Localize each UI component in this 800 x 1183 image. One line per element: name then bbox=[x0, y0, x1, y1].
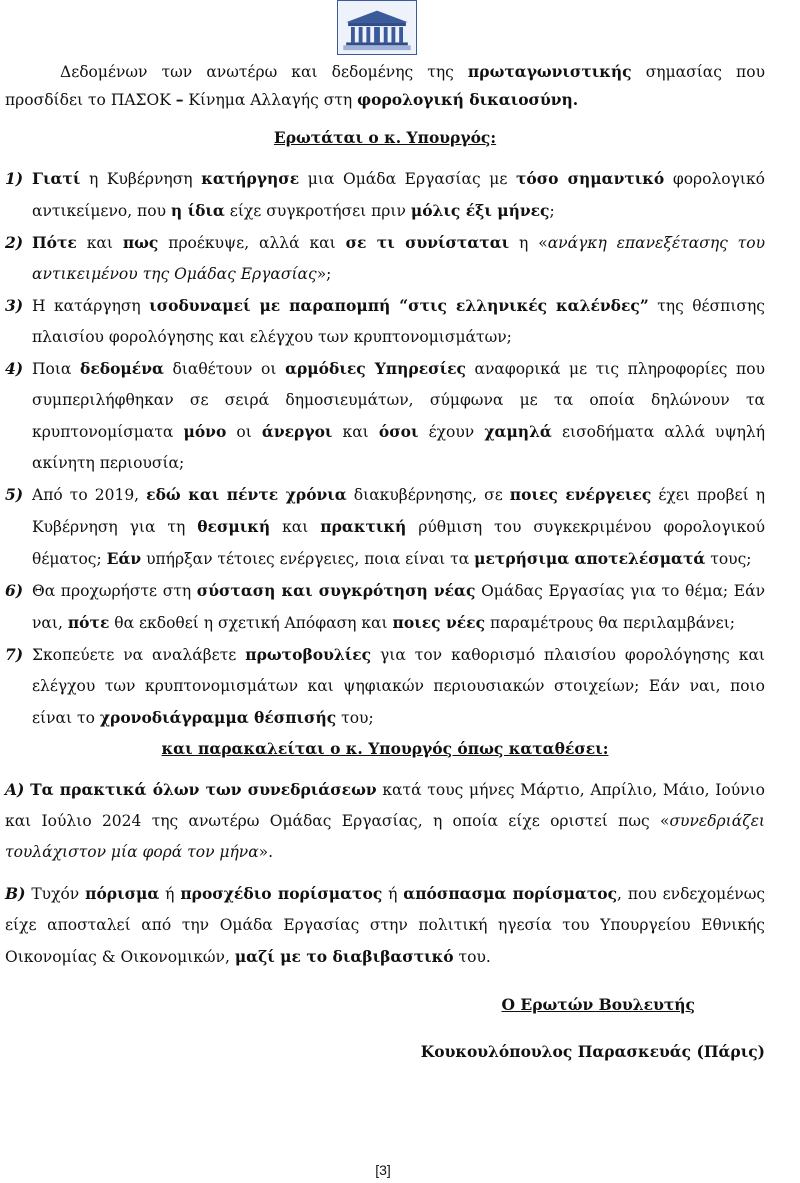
bold-text: πόρισμα bbox=[85, 884, 160, 903]
intro-text: σημασίας που προσδίδει το ΠΑΣΟΚ bbox=[5, 63, 765, 109]
bold-text: κατήργησε bbox=[201, 169, 300, 188]
bold-text: Εάν bbox=[106, 549, 142, 568]
bold-text: πως bbox=[122, 233, 159, 252]
bold-text: ποιες νέες bbox=[392, 613, 486, 632]
bold-text: Γιατί bbox=[32, 169, 81, 188]
request-item bbox=[5, 774, 765, 868]
bold-text: πότε bbox=[67, 613, 110, 632]
plain-text: ; bbox=[549, 202, 555, 220]
question-item bbox=[5, 639, 765, 734]
plain-text: τους; bbox=[705, 550, 752, 568]
question-item bbox=[5, 163, 765, 227]
plain-text: μια Ομάδα Εργασίας με bbox=[299, 170, 516, 188]
intro-bold: φορολογική δικαιοσύνη. bbox=[357, 90, 579, 109]
plain-text: Τυχόν bbox=[31, 885, 86, 903]
plain-text: κατά τους μήνες Μάρτιο, Απρίλιο, Μάιο, Ιούνιο και Ιούλιο 2024 της ανωτέρω Ομάδας Εργασίας, η οποία είχε οριστεί πως « bbox=[5, 781, 765, 830]
request-list bbox=[5, 774, 765, 973]
intro-text: Κίνημα Αλλαγής στη bbox=[183, 91, 358, 109]
plain-text: Από το 2019, bbox=[32, 486, 147, 504]
plain-text: Η κατάργηση bbox=[32, 297, 150, 315]
plain-text: ». bbox=[258, 843, 274, 861]
plain-text: »; bbox=[316, 265, 332, 283]
question-heading: Ερωτάται ο κ. Υπουργός: bbox=[273, 128, 497, 147]
question-number: 6) bbox=[5, 581, 24, 600]
plain-text: θα εκδοθεί η σχετική Απόφαση και bbox=[109, 614, 393, 632]
bold-text: χαμηλά bbox=[484, 422, 552, 441]
parliament-logo bbox=[337, 0, 417, 55]
bold-text: δεδομένα bbox=[79, 359, 164, 378]
bold-text: μόλις έξι μήνες bbox=[410, 201, 550, 220]
signature-title: Ο Ερωτών Βουλευτής bbox=[501, 995, 695, 1014]
plain-text: του. bbox=[453, 948, 491, 966]
plain-text: ή bbox=[159, 885, 181, 903]
bold-text: εδώ και πέντε χρόνια bbox=[146, 485, 347, 504]
bold-text: μαζί με το διαβιβαστικό bbox=[234, 947, 454, 966]
intro-paragraph bbox=[5, 58, 765, 114]
bold-text: όσοι bbox=[378, 422, 419, 441]
plain-text: αναφορικά με τις πληροφορίες που συμπεριλήφθηκαν σε σειρά δημοσιευμάτων, σύμφωνα με τα οποία δηλώνουν τα κρυπτονομίσματα bbox=[32, 360, 765, 441]
italic-text: ανάγκη επανεξέτασης του αντικειμένου της Ομάδας Εργασίας bbox=[32, 234, 766, 283]
plain-text: του; bbox=[336, 709, 374, 727]
plain-text: έχουν bbox=[418, 423, 485, 441]
question-item bbox=[5, 290, 765, 353]
bold-text: μόνο bbox=[183, 422, 227, 441]
bold-text: ποιες ενέργειες bbox=[509, 485, 652, 504]
plain-text: οι bbox=[226, 423, 262, 441]
plain-text: διαθέτουν οι bbox=[163, 360, 286, 378]
plain-text: και bbox=[270, 518, 321, 536]
plain-text: υπήρξαν τέτοιες ενέργειες, ποια είναι τα bbox=[141, 550, 475, 568]
question-number: 3) bbox=[5, 296, 24, 315]
question-item bbox=[5, 353, 765, 479]
plain-text: διακυβέρνησης, σε bbox=[346, 486, 510, 504]
plain-text: εισοδήματα αλλά υψηλή ακίνητη περιουσία; bbox=[32, 423, 765, 472]
question-number: 5) bbox=[5, 485, 24, 504]
plain-text: φορολογικό αντικείμενο, που bbox=[32, 170, 766, 220]
question-number: 4) bbox=[5, 359, 24, 378]
bold-text: θεσμική bbox=[197, 517, 271, 536]
signature-name: Κουκουλόπουλος Παρασκευάς (Πάρις) bbox=[420, 1042, 765, 1061]
bold-text: αρμόδιες Υπηρεσίες bbox=[285, 359, 466, 378]
bold-text: τόσο σημαντικό bbox=[515, 169, 665, 188]
bold-text: χρονοδιάγραμμα θέσπισής bbox=[99, 708, 337, 727]
question-list bbox=[5, 163, 765, 734]
document-body bbox=[5, 58, 765, 1061]
question-number: 2) bbox=[5, 233, 24, 252]
plain-text: ή bbox=[382, 885, 404, 903]
bold-text: Τα πρακτικά όλων των συνεδριάσεων bbox=[30, 780, 377, 799]
request-heading: και παρακαλείται ο κ. Υπουργός όπως καταθέσει: bbox=[161, 739, 609, 758]
bold-text: ισοδυναμεί με παραπομπή “στις ελληνικές καλένδες” bbox=[149, 296, 649, 315]
plain-text: προέκυψε, αλλά και bbox=[158, 234, 346, 252]
page-number: [3] bbox=[375, 1162, 391, 1178]
plain-text: παραμέτρους θα περιλαμβάνει; bbox=[485, 614, 736, 632]
plain-text: και bbox=[76, 234, 123, 252]
parliament-building-icon bbox=[338, 1, 416, 54]
bold-text: η ίδια bbox=[170, 201, 225, 220]
plain-text: για τον καθορισμό πλαισίου φορολόγησης και ελέγχου των κρυπτονομισμάτων και ψηφιακών περιουσιακών στοιχείων; Εάν ναι, ποιο είναι το bbox=[32, 646, 766, 727]
italic-text: συνεδριάζει τουλάχιστον μία φορά τον μήνα bbox=[5, 812, 765, 861]
plain-text: Ομάδας Εργασίας για το θέμα; Εάν ναι, bbox=[32, 582, 765, 632]
plain-text: Θα προχωρήστε στη bbox=[32, 582, 197, 600]
request-label: Β) bbox=[5, 884, 26, 903]
plain-text: ρύθμιση του συγκεκριμένου φορολογικού θέματος; bbox=[32, 518, 765, 568]
bold-text: απόσπασμα πορίσματος bbox=[403, 884, 618, 903]
question-item bbox=[5, 227, 765, 290]
bold-text: προσχέδιο πορίσματος bbox=[180, 884, 383, 903]
plain-text: Σκοπεύετε να αναλάβετε bbox=[32, 646, 246, 664]
question-number: 7) bbox=[5, 645, 24, 664]
question-item bbox=[5, 479, 765, 575]
bold-text: πρακτική bbox=[320, 517, 407, 536]
bold-text: πρωτοβουλίες bbox=[245, 645, 372, 664]
plain-text: η Κυβέρνηση bbox=[80, 170, 202, 188]
plain-text: έχει προβεί η Κυβέρνηση για τη bbox=[32, 486, 765, 536]
plain-text: , που ενδεχομένως είχε αποσταλεί από την Ομάδα Εργασίας στην πολιτική ηγεσία του Υπουργείου Εθνικής Οικονομίας & Οικονομικών, bbox=[5, 885, 766, 966]
plain-text: και bbox=[332, 423, 379, 441]
bold-text: Πότε bbox=[32, 233, 77, 252]
intro-bold: πρωταγωνιστικής bbox=[467, 62, 632, 81]
question-item bbox=[5, 575, 765, 639]
request-label: Α) bbox=[5, 780, 25, 799]
intro-bold: – bbox=[175, 90, 184, 109]
intro-text: Δεδομένων των ανωτέρω και δεδομένης της bbox=[60, 63, 468, 81]
request-item bbox=[5, 878, 765, 973]
bold-text: σύσταση και συγκρότηση νέας bbox=[196, 581, 476, 600]
question-number: 1) bbox=[5, 169, 24, 188]
plain-text: της θέσπισης πλαισίου φορολόγησης και ελέγχου των κρυπτονομισμάτων; bbox=[32, 297, 765, 346]
bold-text: μετρήσιμα αποτελέσματά bbox=[474, 549, 706, 568]
plain-text: Ποια bbox=[32, 360, 80, 378]
plain-text: είχε συγκροτήσει πριν bbox=[224, 202, 411, 220]
bold-text: άνεργοι bbox=[261, 422, 333, 441]
plain-text: η « bbox=[509, 234, 548, 252]
bold-text: σε τι συνίσταται bbox=[345, 233, 510, 252]
